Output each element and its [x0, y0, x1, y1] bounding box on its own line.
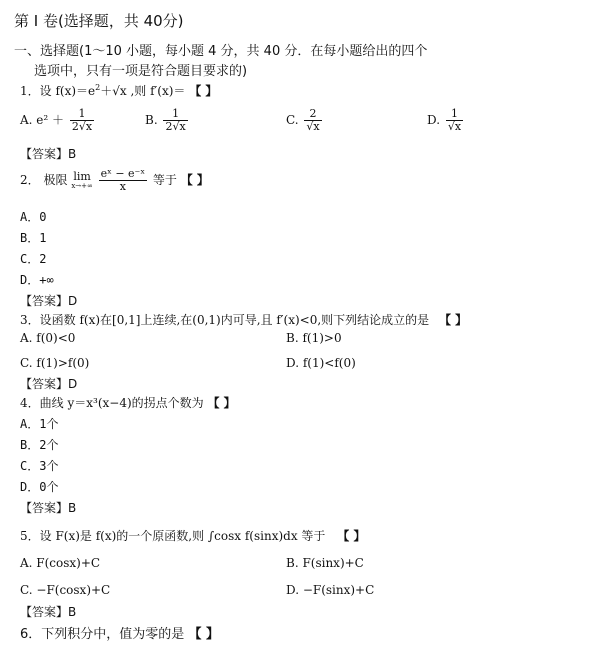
q1-option-a	[20, 108, 96, 133]
question-number: 5．	[20, 529, 40, 543]
question-5-stem-text: 设 F(x)是 f(x)的一个原函数,则 ∫cosx f(sinx)dx 等于	[39, 529, 326, 543]
q2-answer	[20, 292, 77, 309]
question-2-stem-post: 等于	[152, 173, 177, 187]
question-3-stem	[20, 311, 467, 328]
answer-value: B	[68, 501, 77, 515]
question-4-stem	[20, 394, 236, 411]
q3-option-c: C. f(1)>f(0)	[20, 356, 90, 370]
answer-label: 【答案】	[20, 147, 69, 161]
instructions-line-2: 选项中，只有一项是符合题目要求的)	[34, 64, 248, 79]
answer-brackets: 【 】	[189, 84, 218, 98]
q2-option-d: D．+∞	[20, 273, 54, 287]
q3-option-d: D. f(1)<f(0)	[286, 356, 356, 370]
question-2-stem-pre: 极限	[43, 173, 68, 187]
q4-option-b: B．2个	[20, 438, 59, 452]
q1-option-c	[286, 108, 324, 133]
q5-option-b: B. F(sinx)+C	[286, 556, 364, 570]
fraction-denominator: √x	[447, 120, 462, 133]
answer-brackets: 【 】	[439, 313, 468, 327]
question-number: 2．	[20, 173, 40, 187]
q2-option-a: A．0	[20, 210, 47, 224]
q5-option-a: A. F(cosx)+C	[20, 556, 101, 570]
question-number: 1．	[20, 84, 40, 98]
fraction	[99, 168, 147, 193]
answer-value: D	[68, 377, 78, 391]
q4-option-d: D．0个	[20, 480, 59, 494]
fraction-denominator: √x	[306, 120, 320, 133]
answer-label: 【答案】	[20, 501, 69, 515]
question-1-stem-a: 设 f(x)＝e	[39, 84, 96, 98]
limit-text: lim	[73, 170, 91, 183]
question-number: 3．	[20, 313, 40, 327]
question-3-stem-text: 设函数 f(x)在[0,1]上连续,在(0,1)内可导,且 f′(x)<0,则下列结论成立的是	[39, 313, 430, 327]
answer-label: 【答案】	[20, 377, 69, 391]
fraction	[304, 108, 321, 133]
fraction-numerator: 1	[450, 107, 458, 120]
question-6-stem-text: 下列积分中，值为零的是	[41, 627, 185, 642]
option-label: A. e² ＋	[20, 113, 65, 127]
q2-option-b: B．1	[20, 231, 47, 245]
q5-option-d: D. −F(sinx)+C	[286, 583, 375, 597]
fraction-numerator: 2	[309, 107, 317, 120]
fraction	[70, 108, 94, 133]
option-label: B.	[145, 113, 158, 127]
section-title: 第 I 卷(选择题，共 40分)	[14, 12, 184, 30]
question-4-stem-text: 曲线 y＝x³(x−4)的拐点个数为	[39, 396, 204, 410]
q1-answer	[20, 145, 76, 162]
fraction	[163, 108, 187, 133]
q5-answer	[20, 603, 76, 620]
fraction-denominator: 2√x	[165, 120, 186, 133]
question-2-stem	[20, 168, 209, 193]
question-number: 4．	[20, 396, 40, 410]
question-number: 6．	[20, 627, 42, 642]
fraction-denominator: 2√x	[71, 120, 93, 133]
question-6-stem	[20, 623, 219, 642]
q4-option-c: C．3个	[20, 459, 59, 473]
fraction-numerator: 1	[78, 107, 86, 120]
answer-value: B	[68, 147, 77, 161]
question-1-stem-b: ＋√x ,则 f′(x)＝	[100, 84, 186, 98]
option-label: D.	[427, 113, 441, 127]
q4-option-a: A．1个	[20, 417, 59, 431]
q1-option-d	[427, 108, 465, 133]
answer-brackets: 【 】	[188, 627, 219, 642]
answer-value: D	[68, 294, 78, 308]
fraction-numerator: 1	[172, 107, 180, 120]
question-1-exponent: 2	[95, 83, 101, 92]
instructions-line-1: 一、选择题(1～10 小题，每小题 4 分，共 40 分．在每小题给出的四个	[14, 44, 428, 59]
limit-subscript: x→+∞	[71, 182, 93, 190]
q5-option-c: C. −F(cosx)+C	[20, 583, 111, 597]
q3-option-a: A. f(0)<0	[20, 331, 76, 345]
q3-option-b: B. f(1)>0	[286, 331, 342, 345]
answer-value: B	[68, 605, 77, 619]
question-1-stem	[20, 82, 217, 99]
answer-label: 【答案】	[20, 605, 69, 619]
answer-brackets: 【 】	[180, 173, 209, 187]
limit-operator	[71, 171, 93, 190]
option-label: C.	[286, 113, 299, 127]
q4-answer	[20, 499, 76, 516]
answer-brackets: 【 】	[207, 396, 236, 410]
q2-option-c: C．2	[20, 252, 47, 266]
answer-brackets: 【 】	[337, 529, 366, 543]
fraction-denominator: x	[99, 180, 147, 193]
q3-answer	[20, 375, 77, 392]
fraction	[446, 108, 463, 133]
answer-label: 【答案】	[20, 294, 69, 308]
question-5-stem	[20, 527, 365, 544]
fraction-numerator: eˣ − e⁻ˣ	[100, 167, 146, 180]
q1-option-b	[145, 108, 190, 133]
